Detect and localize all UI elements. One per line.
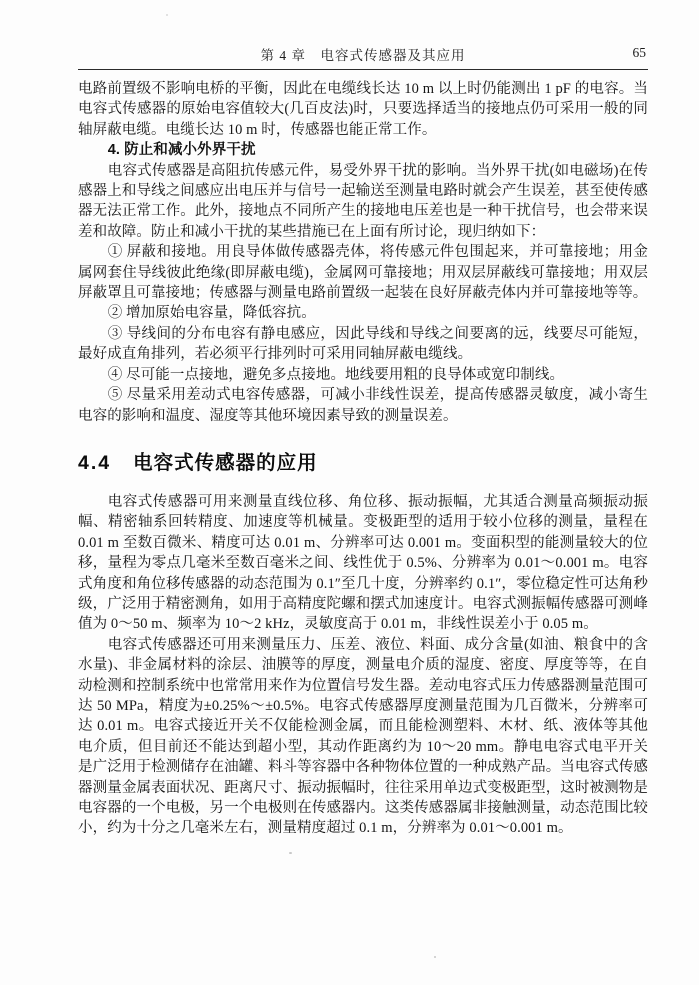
list-item-1-shielding-grounding: ① 屏蔽和接地。用良导体做传感器壳体，将传感元件包围起来，并可靠接地；用金属网套住导线彼此绝缘(即屏蔽电缆)，金属网可靠接地；用双层屏蔽线可靠接地；用双层屏蔽罩且可靠接地；传感器与测量电路前置级一起装在良好屏蔽壳体内并可靠接地等等。: [78, 244, 648, 302]
page-number: 65: [632, 45, 646, 60]
scan-speck: [434, 956, 436, 958]
list-item-5-differential-sensor: ⑤ 尽量采用差动式电容传感器，可减小非线性误差，提高传感器灵敏度，减小寄生电容的影响和温度、湿度等其他环境因素导致的测量误差。: [78, 387, 648, 424]
paragraph-applications-displacement: 电容式传感器可用来测量直线位移、角位移、振动振幅，尤其适合测量高频振动振幅、精密轴系回转精度、加速度等机械量。变极距型的适用于较小位移的测量，量程在 0.01 m 至数百微米、精度可达 0.01 m、分辨率可达 0.001 m。变面积型的能测量较大的位移，量程为零点几毫米至数百毫米之间、线性优于 0.5%、分辨率为 0.01～0.001 m。电容式角度和角位移传感器的动态范围为 0.1″至几十度，分辨率约 0.1″，零位稳定性可达角秒级，广泛用于精密测角，如用于高精度陀螺和摆式加速度计。电容式测振幅传感器可测峰值为 0～50 m、频率为 10～2 kHz，灵敏度高于 0.01 m，非线性误差小于 0.05 m。: [78, 493, 648, 633]
scan-speck: [289, 852, 292, 854]
chapter-header-title: 第 4 章 电容式传感器及其应用: [260, 48, 466, 63]
section-title: 电容式传感器的应用: [133, 451, 318, 474]
section-number: 4.4: [78, 451, 112, 474]
running-header: [78, 44, 648, 66]
list-item-4-single-point-ground: ④ 尽可能一点接地，避免多点接地。地线要用粗的良导体或宽印制线。: [107, 366, 565, 383]
list-item-3-distributed-capacitance: ③ 导线间的分布电容有静电感应，因此导线和导线之间要离的远，线要尽可能短，最好成直角排列，若必须平行排列时可采用同轴屏蔽电缆线。: [78, 325, 648, 363]
paragraph-interference: 电容式传感器是高阻抗传感元件，易受外界干扰的影响。当外界干扰(如电磁场)在传感器上和导线之间感应出电压并与信号一起输送至测量电路时就会产生误差，甚至使传感器无法正常工作。此外，接地点不同所产生的接地电压差也是一种干扰信号，也会带来误差和故障。防止和减小干扰的某些措施已在上面有所讨论，现归纳如下：: [78, 162, 648, 240]
body-text: [78, 79, 648, 839]
subheading-prevent-interference: 4. 防止和减小外界干扰: [107, 142, 256, 159]
scan-speck: [166, 14, 168, 16]
paragraph-applications-pressure: 电容式传感器还可用来测量压力、压差、液位、料面、成分含量(如油、粮食中的含水量)、非金属材料的涂层、油膜等的厚度，测量电介质的湿度、密度、厚度等等，在自动检测和控制系统中也常常用来作为位置信号发生器。差动电容式压力传感器测量范围可达 50 MPa，精度为±0.25%～±0.5%。电容式传感器厚度测量范围为几百微米，分辨率可达 0.01 m。电容式接近开关不仅能检测金属，而且能检测塑料、木材、纸、液体等其他电介质，但目前还不能达到超小型，其动作距离约为 10～20 mm。静电电容式电平开关是广泛用于检测储存在油罐、料斗等容器中各种物体位置的一种成熟产品。当电容式传感器测量金属表面状况、距离尺寸、振动振幅时，往往采用单边式变极距型，这时被测物是电容器的一个电极，另一个电极则在传感器内。这类传感器属非接触测量，动态范围比较小，约为十分之几毫米左右，测量精度超过 0.1 m，分辨率为 0.01～0.001 m。: [78, 636, 648, 837]
paragraph-cable-continued: 电路前置级不影响电桥的平衡，因此在电缆线长达 10 m 以上时仍能测出 1 pF 的电容。当电容式传感器的原始电容值较大(几百皮法)时，只要选择适当的接地点仍可采用一般的同轴屏蔽电缆。电缆长达 10 m 时，传感器也能正常工作。: [78, 81, 648, 138]
header-rule: [78, 69, 648, 70]
section-heading-4-4: [78, 447, 648, 475]
page-content: [78, 44, 648, 839]
list-item-2-increase-capacitance: ② 增加原始电容量，降低容抗。: [107, 305, 316, 322]
